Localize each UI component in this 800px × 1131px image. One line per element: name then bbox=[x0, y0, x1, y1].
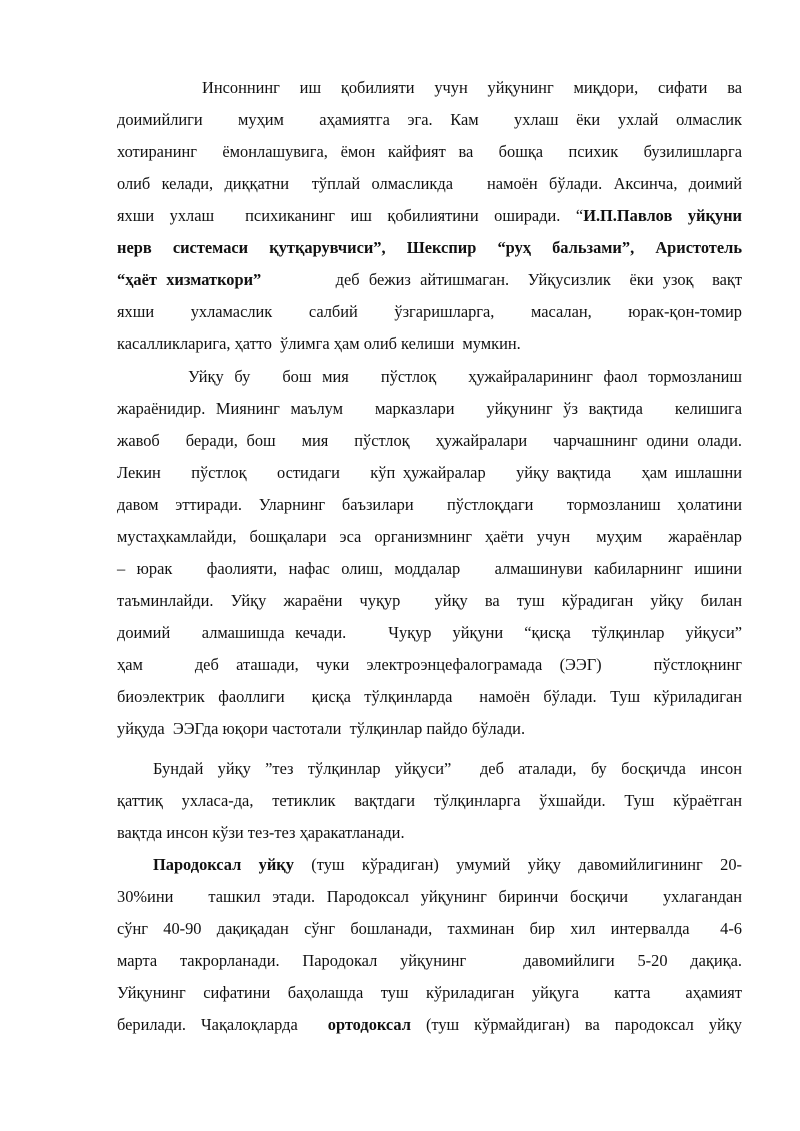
text-line bbox=[117, 232, 742, 264]
text-segment: таъминлайди. Уйқу жараёни чуқур уйқу ва туш кўрадиган уйқу билан bbox=[117, 591, 742, 610]
text-line bbox=[117, 264, 742, 296]
text-line bbox=[117, 585, 742, 617]
text-segment: марта такрорланади. Пародокал уйқунинг давомийлиги 5-20 дақиқа. bbox=[117, 951, 742, 970]
text-segment: Бундай уйқу ”тез тўлқинлар уйқуси” деб аталади, бу босқичда инсон bbox=[153, 759, 742, 778]
text-line bbox=[117, 553, 742, 585]
text-segment: хотиранинг ёмонлашувига, ёмон кайфият ва бошқа психик бузилишларга bbox=[117, 142, 742, 161]
text-line bbox=[117, 649, 742, 681]
text-line bbox=[117, 296, 742, 328]
text-line bbox=[117, 168, 742, 200]
text-segment: жараёнидир. Миянинг маълум марказлари уйқунинг ўз вақтида келишига bbox=[117, 399, 742, 418]
text-segment: (туш кўрадиган) умумий уйқу давомийлигининг 20- bbox=[293, 855, 742, 874]
text-segment: яхши ухламаслик салбий ўзгаришларга, масалан, юрак-қон-томир bbox=[117, 302, 742, 321]
text-segment: Уйқунинг сифатини баҳолашда туш кўриладиган уйқуга катта аҳамият bbox=[117, 983, 742, 1002]
text-line bbox=[117, 200, 742, 232]
bold-text-segment: И.П.Павлов уйқуни bbox=[583, 206, 742, 225]
bold-text-segment: “ҳаёт хизматкори” bbox=[117, 270, 262, 289]
text-line bbox=[117, 977, 742, 1009]
text-line bbox=[117, 881, 742, 913]
text-segment: Уйқу бу бош мия пўстлоқ ҳужайраларининг фаол тормозланиш bbox=[188, 367, 742, 386]
text-segment: (туш кўрмайдиган) ва пародоксал уйқу bbox=[410, 1015, 742, 1034]
text-line bbox=[117, 1009, 742, 1041]
text-segment: қаттиқ ухласа-да, тетиклик вақтдаги тўлқинларга ўхшайди. Туш кўраётган bbox=[117, 791, 742, 810]
text-line bbox=[117, 104, 742, 136]
text-line bbox=[117, 457, 742, 489]
text-segment: Инсоннинг иш қобилияти учун уйқунинг миқдори, сифати ва bbox=[202, 78, 742, 97]
bold-text-segment: ортодоксал bbox=[327, 1015, 411, 1034]
text-segment: вақтда инсон кўзи тез-тез ҳаракатланади. bbox=[117, 823, 405, 842]
text-segment: доимий алмашишда кечади. Чуқур уйқуни “қисқа тўлқинлар уйқуси” bbox=[117, 623, 742, 642]
text-segment: Лекин пўстлоқ остидаги кўп ҳужайралар уйқу вақтида ҳам ишлашни bbox=[117, 463, 742, 482]
text-segment: олиб келади, диққатни тўплай олмасликда намоён бўлади. Аксинча, доимий bbox=[117, 174, 742, 193]
text-line bbox=[117, 617, 742, 649]
bold-text-segment: нерв системаси қутқарувчиси”, Шекспир “руҳ бальзами”, Аристотель bbox=[117, 238, 742, 257]
text-line bbox=[188, 361, 742, 393]
text-line bbox=[117, 713, 742, 745]
text-segment: ҳам деб аташади, чуки электроэнцефалограмада (ЭЭГ) пўстлоқнинг bbox=[117, 655, 742, 674]
text-line bbox=[117, 489, 742, 521]
text-line bbox=[117, 681, 742, 713]
text-line bbox=[117, 136, 742, 168]
text-segment: берилади. Чақалоқларда bbox=[117, 1015, 328, 1034]
text-line bbox=[117, 945, 742, 977]
text-line bbox=[117, 817, 742, 849]
text-line bbox=[153, 753, 742, 785]
text-segment: деб бежиз айтишмаган. Уйқусизлик ёки узоқ вақт bbox=[261, 270, 743, 289]
text-segment: мустаҳкамлайди, бошқалари эса организмнинг ҳаёти учун муҳим жараёнлар bbox=[117, 527, 742, 546]
bold-text-segment: Пародоксал уйқу bbox=[153, 855, 294, 874]
text-line bbox=[117, 913, 742, 945]
text-segment: доимийлиги муҳим аҳамиятга эга. Кам ухлаш ёки ухлай олмаслик bbox=[117, 110, 742, 129]
text-segment: яхши ухлаш психиканинг иш қобилиятини оширади. “ bbox=[117, 206, 584, 225]
text-line bbox=[117, 785, 742, 817]
text-line bbox=[153, 849, 742, 881]
text-segment: давом эттиради. Уларнинг баъзилари пўстлоқдаги тормозланиш ҳолатини bbox=[117, 495, 742, 514]
text-segment: уйқуда ЭЭГда юқори частотали тўлқинлар пайдо бўлади. bbox=[117, 719, 526, 738]
text-line bbox=[117, 521, 742, 553]
text-segment: 30%ини ташкил этади. Пародоксал уйқунинг биринчи босқичи ухлагандан bbox=[117, 887, 742, 906]
text-segment: биоэлектрик фаоллиги қисқа тўлқинларда намоён бўлади. Туш кўриладиган bbox=[117, 687, 742, 706]
text-segment: – юрак фаолияти, нафас олиш, моддалар алмашинуви кабиларнинг ишини bbox=[117, 559, 742, 578]
text-line bbox=[117, 328, 742, 360]
text-line bbox=[117, 425, 742, 457]
text-segment: касалликларига, ҳатто ўлимга ҳам олиб келиши мумкин. bbox=[117, 334, 521, 353]
text-segment: сўнг 40-90 дақиқадан сўнг бошланади, тахминан бир хил интервалда 4-6 bbox=[117, 919, 742, 938]
text-line bbox=[202, 72, 742, 104]
text-line bbox=[117, 393, 742, 425]
text-segment: жавоб беради, бош мия пўстлоқ ҳужайралари чарчашнинг одини олади. bbox=[117, 431, 742, 450]
